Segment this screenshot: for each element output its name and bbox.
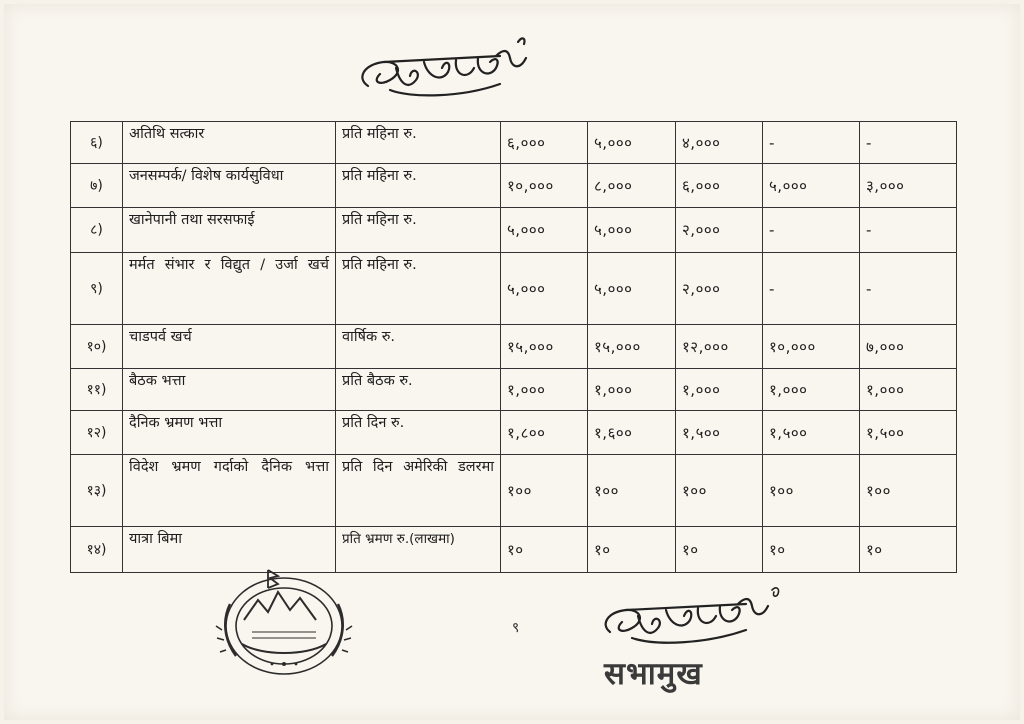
allowance-table (70, 121, 957, 573)
value-cell: १,००० (763, 369, 860, 411)
value-cell: १२,००० (676, 325, 763, 369)
value-cell: १५,००० (501, 325, 588, 369)
value-cell: - (860, 253, 957, 325)
value-cell: १०,००० (501, 164, 588, 208)
serial-number: १२) (71, 411, 123, 455)
item-name: खानेपानी तथा सरसफाई (123, 208, 336, 253)
unit: प्रति महिना रु. (336, 164, 501, 208)
unit: प्रति महिना रु. (336, 208, 501, 253)
value-cell: ३,००० (860, 164, 957, 208)
serial-number: ८) (71, 208, 123, 253)
serial-number: ११) (71, 369, 123, 411)
value-cell: १,००० (676, 369, 763, 411)
value-cell: २,००० (676, 208, 763, 253)
table-row (71, 208, 957, 253)
value-cell: - (860, 122, 957, 164)
item-name: यात्रा बिमा (123, 527, 336, 573)
value-cell: १० (501, 527, 588, 573)
serial-number: १४) (71, 527, 123, 573)
value-cell: १०,००० (763, 325, 860, 369)
value-cell: १०० (763, 455, 860, 527)
unit: प्रति बैठक रु. (336, 369, 501, 411)
value-cell: - (763, 122, 860, 164)
item-name: चाडपर्व खर्च (123, 325, 336, 369)
unit: प्रति भ्रमण रु.(लाखमा) (336, 527, 501, 573)
serial-number: १३) (71, 455, 123, 527)
table-row (71, 164, 957, 208)
unit: प्रति दिन रु. (336, 411, 501, 455)
value-cell: - (860, 208, 957, 253)
item-name: अतिथि सत्कार (123, 122, 336, 164)
serial-number: ७) (71, 164, 123, 208)
item-name: जनसम्पर्क/ विशेष कार्यसुविधा (123, 164, 336, 208)
value-cell: १५,००० (588, 325, 676, 369)
page-number: ९ (512, 620, 520, 636)
value-cell: ८,००० (588, 164, 676, 208)
item-name: बैठक भत्ता (123, 369, 336, 411)
item-name: मर्मत संभार र विद्युत / उर्जा खर्च (123, 253, 336, 325)
value-cell: १,५०० (860, 411, 957, 455)
value-cell: १,५०० (763, 411, 860, 455)
value-cell: १० (676, 527, 763, 573)
value-cell: १० (763, 527, 860, 573)
unit: वार्षिक रु. (336, 325, 501, 369)
value-cell: ५,००० (588, 253, 676, 325)
value-cell: १,८०० (501, 411, 588, 455)
value-cell: १०० (860, 455, 957, 527)
item-name: विदेश भ्रमण गर्दाको दैनिक भत्ता (123, 455, 336, 527)
serial-number: १०) (71, 325, 123, 369)
serial-number: ९) (71, 253, 123, 325)
serial-number: ६) (71, 122, 123, 164)
value-cell: १,००० (588, 369, 676, 411)
nepal-emblem-seal-icon (212, 560, 360, 684)
table-row (71, 527, 957, 573)
unit: प्रति महिना रु. (336, 253, 501, 325)
value-cell: ५,००० (501, 253, 588, 325)
signatory-title: सभामुख (604, 656, 703, 692)
value-cell: - (763, 208, 860, 253)
value-cell: १०० (676, 455, 763, 527)
value-cell: ५,००० (588, 122, 676, 164)
signature-bottom (596, 584, 796, 654)
item-name: दैनिक भ्रमण भत्ता (123, 411, 336, 455)
table-row (71, 455, 957, 527)
value-cell: १,००० (860, 369, 957, 411)
table-row (71, 411, 957, 455)
value-cell: १,००० (501, 369, 588, 411)
value-cell: १० (588, 527, 676, 573)
value-cell: ६,००० (501, 122, 588, 164)
table-row (71, 369, 957, 411)
value-cell: २,००० (676, 253, 763, 325)
value-cell: ६,००० (676, 164, 763, 208)
value-cell: ४,००० (676, 122, 763, 164)
value-cell: ५,००० (588, 208, 676, 253)
value-cell: १०० (501, 455, 588, 527)
signature-top (350, 28, 550, 108)
value-cell: ७,००० (860, 325, 957, 369)
value-cell: १,६०० (588, 411, 676, 455)
value-cell: १,५०० (676, 411, 763, 455)
value-cell: - (763, 253, 860, 325)
table-row (71, 253, 957, 325)
unit: प्रति दिन अमेरिकी डलरमा (336, 455, 501, 527)
table-row (71, 325, 957, 369)
value-cell: १० (860, 527, 957, 573)
unit: प्रति महिना रु. (336, 122, 501, 164)
value-cell: ५,००० (501, 208, 588, 253)
value-cell: १०० (588, 455, 676, 527)
table-row (71, 122, 957, 164)
value-cell: ५,००० (763, 164, 860, 208)
